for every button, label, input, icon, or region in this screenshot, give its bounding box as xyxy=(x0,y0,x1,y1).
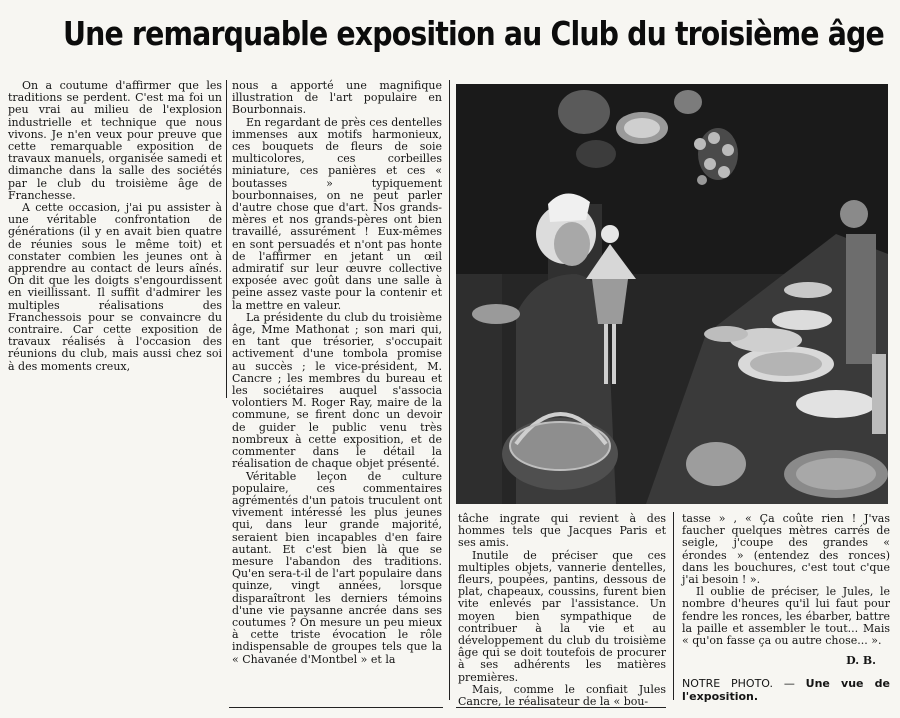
article-column-1 xyxy=(8,80,222,373)
author-signature: D. B. xyxy=(846,654,876,668)
article-headline: Une remarquable exposition au Club du troisième âge xyxy=(63,14,884,53)
article-column-2 xyxy=(232,80,442,666)
column-rule xyxy=(229,707,443,708)
article-column-4 xyxy=(682,513,890,703)
caption-lead: NOTRE PHOTO. — xyxy=(682,677,795,691)
paragraph: En regardant de près ces dentelles immenses aux motifs harmonieux, ces bouquets de fleurs de soie multicolores, ces corbeilles miniature, ces panières et ces « boutasses » typiquement bourbonnaises, on ne peut parler d'autre chose que d'art. Nos grands-mères et nos grands-pères ont bien travaillé, assurément ! Eux-mêmes en sont persuadés et n'ont pas honte de l'affirmer en jetant un œil admiratif sur leur œuvre collective exposée avec goût dans une salle à peine assez vaste pour la contenir et la mettre en valeur. xyxy=(232,115,442,312)
paragraph: On a coutume d'affirmer que les traditions se perdent. C'est ma foi un peu vrai au milieu de l'explosion industrielle et technique que nous vivons. Je n'en veux pour preuve que cette remarquable exposition de travaux manuels, organisée samedi et dimanche dans la salle des sociétés par le club du troisième âge de Franchesse. xyxy=(8,79,222,202)
exhibition-photo-image xyxy=(456,84,888,504)
exhibition-photo xyxy=(456,84,888,504)
paragraph: Mais, comme le confiait Jules Cancre, le réalisateur de la « bou- xyxy=(458,682,666,709)
article-column-3 xyxy=(458,513,666,708)
paragraph: Véritable leçon de culture populaire, ces commentaires agrémentés d'un patois truculent ont vivement intéressé les plus jeunes qui, dans leur grande majorité, seraient bien incapables d'en faire autant. Et c'est bien là que se mesure l'abandon des traditions. Qu'en sera-t-il de l'art populaire dans quinze, vingt années, lorsque disparaîtront les derniers témoins d'une vie paysanne ancrée dans ses coutumes ? On mesure un peu mieux à cette triste évocation le rôle indispensable de groupes tels que la « Chavanée d'Montbel » et la xyxy=(232,469,442,666)
paragraph: tâche ingrate qui revient à des hommes tels que Jacques Paris et ses amis. xyxy=(458,512,666,550)
paragraph: La présidente du club du troisième âge, Mme Mathonat ; son mari qui, en tant que trésorier, s'occupait activement d'une tombola promise au succès ; le vice-président, M. Cancre ; les membres du bureau et les sociétaires auquel s'associa volontiers M. Roger Ray, maire de la commune, se firent donc un devoir de guider le public venu très nombreux à cette exposition, et de commenter dans le détail la réalisation de chaque objet présenté. xyxy=(232,310,442,471)
paragraph: A cette occasion, j'ai pu assister à une véritable confrontation de générations (il y en avait bien quatre de réunies sous le même toit) et constater combien les jeunes ont à apprendre au contact de leurs aînés. On dit que les doigts s'engourdissent en vieillissant. Il suffit d'admirer les multiples réalisations des Franchessois pour se convaincre du contraire. Car cette exposition de travaux réalisés à l'occasion des réunions du club, mais aussi chez soi à des moments creux, xyxy=(8,201,222,373)
paragraph: Inutile de préciser que ces multiples objets, vannerie dentelles, fleurs, poupées, pantins, dessous de plat, chapeaux, coussins, furent bien vite enlevés par l'assistance. Un moyen bien sympathique de contribuer à la vie et au développement du club du troisième âge qui se doit toutefois de procurer à ses adhérents les matières premières. xyxy=(458,548,666,684)
paragraph: Il oublie de préciser, le Jules, le nombre d'heures qu'il lui faut pour fendre les ronces, les ébarber, battre la paille et assembler le tout... Mais « qu'on fasse ça ou autre chose... ». xyxy=(682,585,890,648)
column-rule xyxy=(226,80,227,398)
column-rule xyxy=(449,80,450,700)
paragraph: tasse » , « Ça coûte rien ! J'vas faucher quelques mètres carrés de seigle, j'coupe des grandes « érondes » (entendez des ronces) dans les bouchures, c'est tout c'que j'ai besoin ! ». xyxy=(682,512,890,587)
caption-text: Une vue de l'exposition. xyxy=(682,677,891,704)
paragraph: nous a apporté une magnifique illustration de l'art populaire en Bourbonnais. xyxy=(232,79,442,117)
column-rule xyxy=(673,512,674,700)
photo-caption xyxy=(682,677,890,703)
